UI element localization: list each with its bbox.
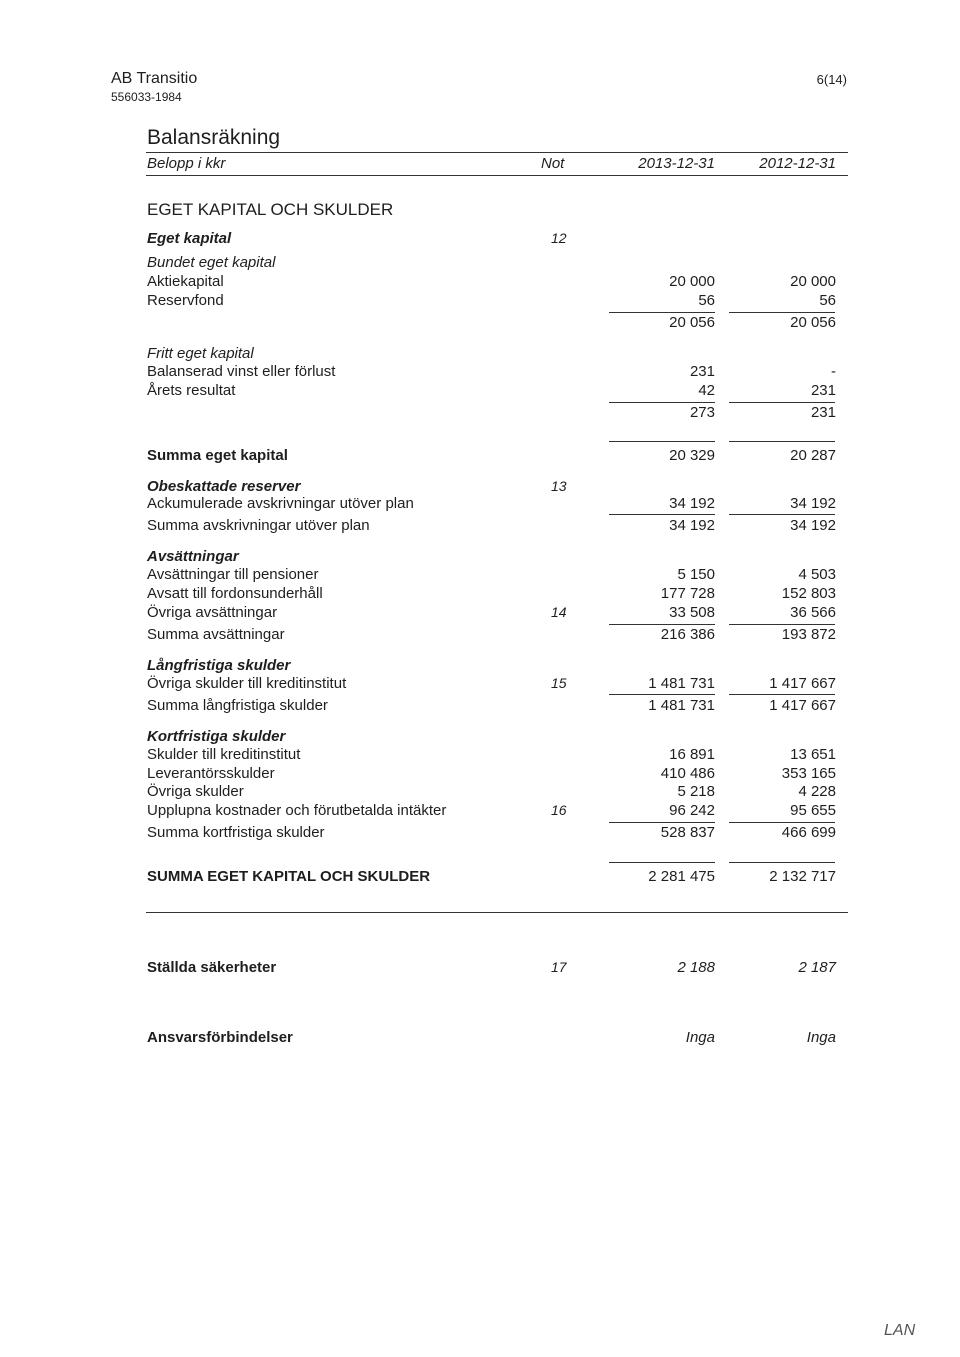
value-2012: 231 xyxy=(810,404,836,421)
subtotal-rule xyxy=(609,402,715,403)
value-2013: 42 xyxy=(698,382,715,399)
value-2012: 4 503 xyxy=(798,566,836,583)
row-label: Kortfristiga skulder xyxy=(147,728,286,745)
row-ovriga-avsattningar xyxy=(0,604,960,623)
value-2012: 2 132 717 xyxy=(769,868,836,885)
subtotal-rule xyxy=(609,694,715,695)
row-label: Aktiekapital xyxy=(147,273,224,290)
total-rule xyxy=(729,441,835,442)
row-kortfristiga-skulder xyxy=(0,728,960,747)
row-label: Obeskattade reserver xyxy=(147,478,301,495)
value-2013: 528 837 xyxy=(660,824,715,841)
value-2012: - xyxy=(831,363,836,380)
value-2013: 20 056 xyxy=(669,314,715,331)
row-label: Övriga skulder till kreditinstitut xyxy=(147,675,347,692)
row-fordonsunderhall xyxy=(0,585,960,604)
subtotal-rule xyxy=(729,694,835,695)
value-2012: 20 056 xyxy=(790,314,836,331)
value-2013: 34 192 xyxy=(669,517,715,534)
subtotal-rule xyxy=(609,312,715,313)
row-label: Avsättningar xyxy=(147,548,239,565)
value-2013: 177 728 xyxy=(660,585,715,602)
value-2012: 20 287 xyxy=(790,447,836,464)
subtotal-rule xyxy=(609,624,715,625)
value-2013: 5 150 xyxy=(677,566,715,583)
value-2013: 5 218 xyxy=(677,783,715,800)
row-skulder-kreditinstitut xyxy=(0,746,960,765)
row-label: Summa långfristiga skulder xyxy=(147,697,328,714)
value-2013: 34 192 xyxy=(669,495,715,512)
row-note: 13 xyxy=(551,478,567,494)
value-2012: 231 xyxy=(810,382,836,399)
row-stallda-sakerheter xyxy=(0,959,960,978)
value-2012: 34 192 xyxy=(790,495,836,512)
value-2013: 33 508 xyxy=(669,604,715,621)
row-label: Övriga skulder xyxy=(147,783,244,800)
row-label: Avsättningar till pensioner xyxy=(147,566,319,583)
row-fritt-eget-kapital xyxy=(0,345,960,364)
row-summa-kortfristiga xyxy=(0,824,960,843)
row-label: Långfristiga skulder xyxy=(147,657,291,674)
title-rule xyxy=(146,152,848,153)
value-2013: 216 386 xyxy=(660,626,715,643)
value-2013: 1 481 731 xyxy=(648,675,715,692)
row-ackumulerade-avskrivningar xyxy=(0,495,960,514)
row-summa-total xyxy=(0,868,960,887)
value-2012: 353 165 xyxy=(781,765,836,782)
row-note: 17 xyxy=(551,959,567,975)
row-label: Eget kapital xyxy=(147,230,232,247)
row-summa-eget-kapital xyxy=(0,447,960,466)
row-label: Balanserad vinst eller förlust xyxy=(147,363,336,380)
company-name: AB Transitio xyxy=(111,70,198,87)
row-label: Övriga avsättningar xyxy=(147,604,278,621)
row-label: Ansvarsförbindelser xyxy=(147,1029,293,1046)
value-2012: 13 651 xyxy=(790,746,836,763)
value-2013: 20 329 xyxy=(669,447,715,464)
row-ovriga-skulder-kreditinstitut xyxy=(0,675,960,694)
row-label: Leverantörsskulder xyxy=(147,765,275,782)
row-summa-langfristiga xyxy=(0,697,960,716)
row-upplupna-kostnader xyxy=(0,802,960,821)
value-2013: 1 481 731 xyxy=(648,697,715,714)
value-2012: 4 228 xyxy=(798,783,836,800)
row-label: Årets resultat xyxy=(147,382,236,399)
row-leverantorsskulder xyxy=(0,765,960,784)
row-label: Bundet eget kapital xyxy=(147,254,276,271)
row-note: 16 xyxy=(551,802,567,818)
value-2013: 2 188 xyxy=(677,959,715,976)
row-aktiekapital xyxy=(0,273,960,292)
value-2012: 2 187 xyxy=(798,959,836,976)
value-2013: 231 xyxy=(689,363,715,380)
row-avsattningar xyxy=(0,548,960,567)
total-rule xyxy=(729,862,835,863)
row-eget-kapital xyxy=(0,230,960,249)
row-label: Fritt eget kapital xyxy=(147,345,254,362)
value-2013: 2 281 475 xyxy=(648,868,715,885)
value-2013: 410 486 xyxy=(660,765,715,782)
row-bundet-eget-kapital xyxy=(0,254,960,273)
column-header-label: Belopp i kkr xyxy=(147,155,226,172)
handwritten-initials: LAN xyxy=(884,1322,916,1339)
row-label: Summa avsättningar xyxy=(147,626,285,643)
value-2012: 152 803 xyxy=(781,585,836,602)
value-2012: 34 192 xyxy=(790,517,836,534)
column-header-year1: 2013-12-31 xyxy=(638,155,715,172)
value-2012: 95 655 xyxy=(790,802,836,819)
row-bundet-sum xyxy=(0,314,960,333)
total-rule-full xyxy=(146,912,848,913)
row-label: Upplupna kostnader och förutbetalda intäkter xyxy=(147,802,447,819)
page-title: Balansräkning xyxy=(147,126,281,149)
subtotal-rule xyxy=(729,402,835,403)
subtotal-rule xyxy=(609,514,715,515)
subtotal-rule xyxy=(729,514,835,515)
column-header-year2: 2012-12-31 xyxy=(759,155,836,172)
value-2013: 20 000 xyxy=(669,273,715,290)
value-2013: 16 891 xyxy=(669,746,715,763)
row-label: Ackumulerade avskrivningar utöver plan xyxy=(147,495,414,512)
value-2012: Inga xyxy=(806,1029,836,1046)
row-summa-avskrivningar xyxy=(0,517,960,536)
subtotal-rule xyxy=(729,822,835,823)
row-fritt-sum xyxy=(0,404,960,423)
value-2013: Inga xyxy=(685,1029,715,1046)
value-2012: 56 xyxy=(819,292,836,309)
column-header-note: Not xyxy=(541,155,565,172)
total-rule xyxy=(609,862,715,863)
header-rule xyxy=(146,175,848,176)
row-reservfond xyxy=(0,292,960,311)
row-ansvarsforbindelser xyxy=(0,1029,960,1048)
row-label: Ställda säkerheter xyxy=(147,959,277,976)
subtotal-rule xyxy=(609,822,715,823)
row-langfristiga-skulder xyxy=(0,657,960,676)
row-ovriga-skulder xyxy=(0,783,960,802)
row-label: Summa kortfristiga skulder xyxy=(147,824,325,841)
row-note: 14 xyxy=(551,604,567,620)
row-summa-avsattningar xyxy=(0,626,960,645)
subtotal-rule xyxy=(729,624,835,625)
value-2013: 273 xyxy=(689,404,715,421)
value-2012: 193 872 xyxy=(781,626,836,643)
value-2012: 1 417 667 xyxy=(769,697,836,714)
row-label: Skulder till kreditinstitut xyxy=(147,746,301,763)
value-2012: 466 699 xyxy=(781,824,836,841)
row-label: SUMMA EGET KAPITAL OCH SKULDER xyxy=(147,868,431,885)
row-label: Avsatt till fordonsunderhåll xyxy=(147,585,323,602)
row-note: 12 xyxy=(551,230,567,246)
subtotal-rule xyxy=(729,312,835,313)
org-number: 556033-1984 xyxy=(111,90,182,104)
row-label: Summa eget kapital xyxy=(147,447,288,464)
value-2013: 96 242 xyxy=(669,802,715,819)
value-2012: 36 566 xyxy=(790,604,836,621)
section-title: EGET KAPITAL OCH SKULDER xyxy=(147,200,394,219)
total-rule xyxy=(609,441,715,442)
page-number: 6(14) xyxy=(816,72,847,87)
row-note: 15 xyxy=(551,675,567,691)
value-2012: 1 417 667 xyxy=(769,675,836,692)
row-balanserad xyxy=(0,363,960,382)
row-arets-resultat xyxy=(0,382,960,401)
row-pensioner xyxy=(0,566,960,585)
value-2013: 56 xyxy=(698,292,715,309)
row-label: Reservfond xyxy=(147,292,224,309)
row-label: Summa avskrivningar utöver plan xyxy=(147,517,370,534)
value-2012: 20 000 xyxy=(790,273,836,290)
